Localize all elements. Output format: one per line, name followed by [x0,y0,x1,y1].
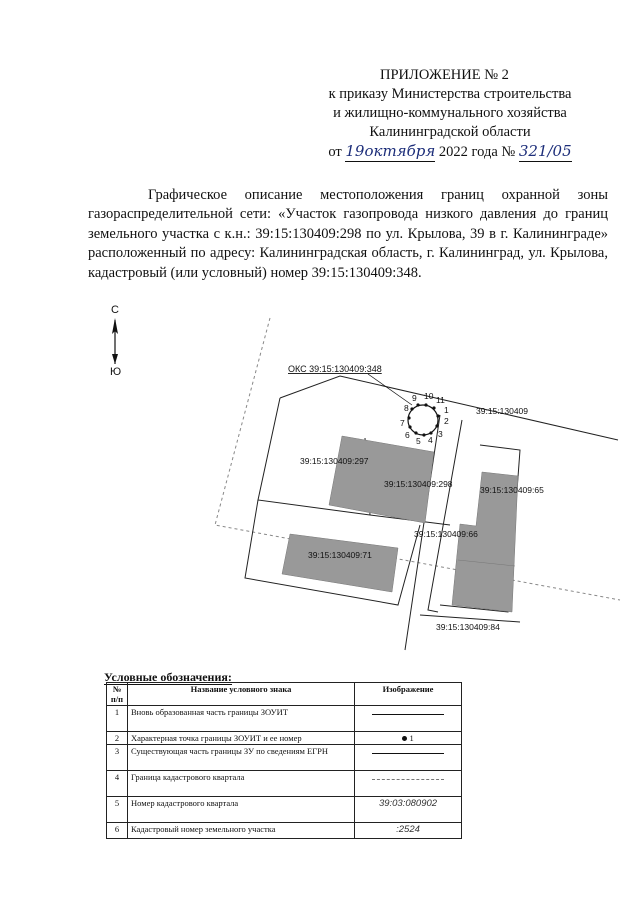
point-number-label: 8 [404,403,409,413]
south-label: Ю [110,366,122,378]
from-label: от [328,144,342,160]
point-number-label: 5 [416,436,421,446]
header-line-2: к приказу Министерства строительства [328,86,572,102]
point-number-label: 11 [436,395,445,405]
handwritten-order-number: 321/05 [518,142,572,160]
legend-row: 1 Вновь образованная часть границы ЗОУИТ [107,706,462,732]
point-number-label: 4 [428,435,433,445]
legend-title: Условные обозначения: [104,670,232,684]
legend-row: 5 Номер кадастрового квартала 39:03:080902 [107,797,462,823]
point-number-label: 10 [424,391,434,401]
point-number-label: 6 [405,430,410,440]
parcel-boundary-84 [420,615,520,622]
description-paragraph: Графическое описание местоположения границ охранной зоны газораспределительной сети: «Участок газопровода низкого давления до границ земельного участка с к.н.: 39:15:130409:298 по ул. Крылова, 39 в г. Калининграде» расположенный по адресу: Калининградская область, г. Калининград, ул. Крылова, кадастровый (или условный) номер 39:15:130409:348. [88,187,608,281]
parcel-label-298: 39:15:130409:298 [384,479,453,489]
quarter-label: 39:15:130409 [476,406,528,416]
year-label: 2022 года № [438,144,516,160]
building-71 [282,534,398,592]
legend-table [106,682,462,839]
legend-row: 4 Граница кадастрового квартала [107,771,462,797]
legend-row: 2 Характерная точка границы ЗОУИТ и ее номер 1 [107,732,462,745]
boundary-points [407,403,439,436]
parcel-label-71: 39:15:130409:71 [308,550,372,560]
parcel-label-84: 39:15:130409:84 [436,622,500,632]
appendix-title: ПРИЛОЖЕНИЕ № 2 [380,67,509,83]
legend-row: 6 Кадастровый номер земельного участка :2524 [107,823,462,839]
oks-label: ОКС 39:15:130409:348 [288,364,382,374]
legend-header-num: № п/п [107,683,128,706]
point-number-label: 3 [438,429,443,439]
header-line-4: Калининградской области [369,124,531,140]
point-number-label: 1 [444,405,449,415]
header-line-3: и жилищно-коммунального хозяйства [333,105,567,121]
legend-row: 3 Существующая часть границы ЗУ по сведениям ЕГРН [107,745,462,771]
north-label: С [111,304,119,316]
parcel-label-65: 39:15:130409:65 [480,485,544,495]
parcel-label-66: 39:15:130409:66 [414,529,478,539]
point-number-label: 2 [444,416,449,426]
legend-header-name: Название условного знака [128,683,355,706]
handwritten-date: 19октября [345,142,436,160]
legend-header-image: Изображение [355,683,462,706]
parcel-boundary-north [280,376,618,440]
parcel-label-297: 39:15:130409:297 [300,456,369,466]
point-number-label: 7 [400,418,405,428]
point-number-label: 9 [412,393,417,403]
